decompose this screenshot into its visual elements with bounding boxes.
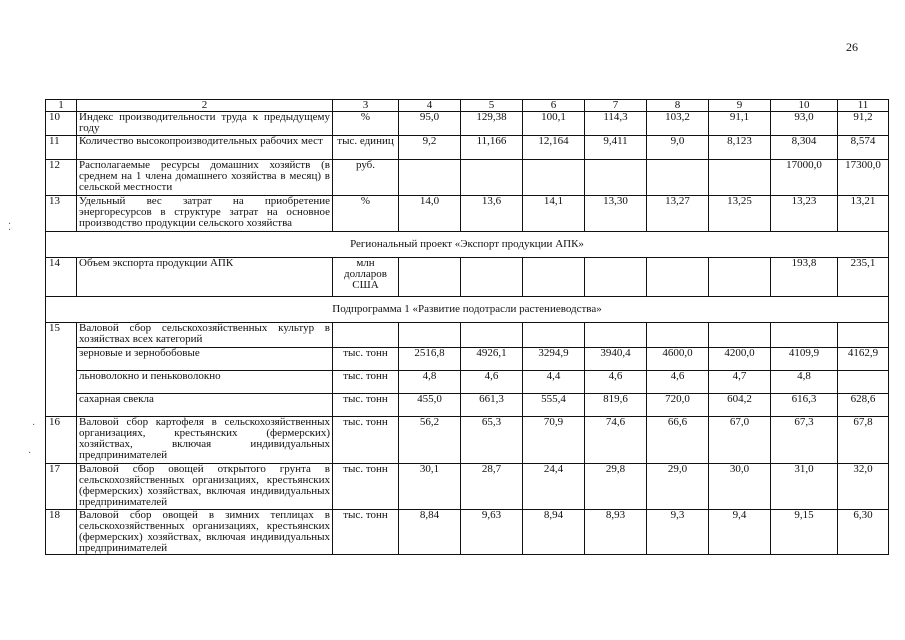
value-cell: 455,0 <box>399 394 461 417</box>
value-cell: 4162,9 <box>838 348 889 371</box>
value-cell: 91,1 <box>709 112 771 136</box>
value-cell: 9,15 <box>771 510 838 555</box>
value-cell: 8,304 <box>771 136 838 160</box>
table-row <box>46 160 889 196</box>
value-cell: 100,1 <box>523 112 585 136</box>
indicator-name: Количество высокопроизводительных рабочих мест <box>77 136 333 160</box>
indicator-name: Индекс производительности труда к предыдущему году <box>77 112 333 136</box>
value-cell: 67,8 <box>838 417 889 464</box>
value-cell: 9,3 <box>647 510 709 555</box>
value-cell: 4,7 <box>709 371 771 394</box>
indicator-unit: тыс. тонн <box>333 510 399 555</box>
header-cell: 2 <box>77 100 333 112</box>
scan-mark: · <box>28 448 32 459</box>
value-cell <box>461 258 523 297</box>
section-title-export: Региональный проект «Экспорт продукции АПК» <box>46 232 889 258</box>
value-cell: 14,1 <box>523 196 585 232</box>
scan-mark: · <box>32 420 36 431</box>
value-cell: 12,164 <box>523 136 585 160</box>
value-cell: 28,7 <box>461 464 523 510</box>
value-cell: 2516,8 <box>399 348 461 371</box>
value-cell <box>647 160 709 196</box>
indicator-unit: руб. <box>333 160 399 196</box>
value-cell: 8,93 <box>585 510 647 555</box>
indicator-subname: зерновые и зернобобовые <box>77 348 333 371</box>
indicator-name: Удельный вес затрат на приобретение энергоресурсов в структуре затрат на основное производство продукции сельского хозяйства <box>77 196 333 232</box>
value-cell: 4109,9 <box>771 348 838 371</box>
section-title-subprogram: Подпрограмма 1 «Развитие подотрасли растениеводства» <box>46 297 889 323</box>
indicator-unit: тыс. тонн <box>333 394 399 417</box>
value-cell: 8,123 <box>709 136 771 160</box>
indicator-unit: тыс. тонн <box>333 464 399 510</box>
value-cell: 32,0 <box>838 464 889 510</box>
indicator-name: Валовой сбор овощей в зимних теплицах в сельскохозяйственных организациях, крестьянских (фермерских) хозяйствах, включая индивидуальных предпринимателей <box>77 510 333 555</box>
indicator-unit <box>333 323 399 348</box>
value-cell: 65,3 <box>461 417 523 464</box>
value-cell: 13,6 <box>461 196 523 232</box>
value-cell: 604,2 <box>709 394 771 417</box>
value-cell: 3940,4 <box>585 348 647 371</box>
value-cell <box>461 160 523 196</box>
value-cell: 9,0 <box>647 136 709 160</box>
value-cell: 9,411 <box>585 136 647 160</box>
indicator-name: Объем экспорта продукции АПК <box>77 258 333 297</box>
value-cell: 4,6 <box>461 371 523 394</box>
value-cell: 70,9 <box>523 417 585 464</box>
indicator-unit: тыс. единиц <box>333 136 399 160</box>
value-cell: 4,4 <box>523 371 585 394</box>
value-cell <box>523 160 585 196</box>
indicator-subname: сахарная свекла <box>77 394 333 417</box>
value-cell: 661,3 <box>461 394 523 417</box>
value-cell: 4926,1 <box>461 348 523 371</box>
value-cell: 29,0 <box>647 464 709 510</box>
value-cell: 103,2 <box>647 112 709 136</box>
header-cell: 3 <box>333 100 399 112</box>
row-number: 18 <box>46 510 77 555</box>
value-cell <box>709 258 771 297</box>
value-cell: 4,6 <box>585 371 647 394</box>
value-cell <box>585 323 647 348</box>
header-cell: 10 <box>771 100 838 112</box>
value-cell: 628,6 <box>838 394 889 417</box>
header-cell: 11 <box>838 100 889 112</box>
value-cell: 24,4 <box>523 464 585 510</box>
value-cell <box>771 323 838 348</box>
value-cell <box>399 323 461 348</box>
value-cell: 9,2 <box>399 136 461 160</box>
value-cell: 235,1 <box>838 258 889 297</box>
value-cell: 3294,9 <box>523 348 585 371</box>
value-cell: 30,1 <box>399 464 461 510</box>
table-row <box>46 417 889 464</box>
row-number: 13 <box>46 196 77 232</box>
value-cell: 9,4 <box>709 510 771 555</box>
value-cell: 720,0 <box>647 394 709 417</box>
row-number: 11 <box>46 136 77 160</box>
value-cell: 8,84 <box>399 510 461 555</box>
value-cell <box>838 371 889 394</box>
value-cell <box>709 160 771 196</box>
table-row <box>46 136 889 160</box>
value-cell <box>399 160 461 196</box>
value-cell: 13,21 <box>838 196 889 232</box>
table-row <box>46 464 889 510</box>
indicator-unit: тыс. тонн <box>333 417 399 464</box>
indicator-unit: % <box>333 112 399 136</box>
value-cell <box>399 258 461 297</box>
table-row <box>46 348 889 371</box>
row-number: 14 <box>46 258 77 297</box>
indicator-unit: тыс. тонн <box>333 371 399 394</box>
scan-mark: ⁚ <box>8 222 12 233</box>
table-row <box>46 112 889 136</box>
header-cell: 7 <box>585 100 647 112</box>
value-cell: 616,3 <box>771 394 838 417</box>
value-cell <box>523 258 585 297</box>
value-cell: 13,27 <box>647 196 709 232</box>
indicator-unit: тыс. тонн <box>333 348 399 371</box>
value-cell <box>647 258 709 297</box>
value-cell <box>585 160 647 196</box>
table-row <box>46 510 889 555</box>
value-cell: 13,25 <box>709 196 771 232</box>
value-cell <box>709 323 771 348</box>
header-cell: 6 <box>523 100 585 112</box>
section-row <box>46 232 889 258</box>
value-cell: 11,166 <box>461 136 523 160</box>
indicator-name: Валовой сбор овощей открытого грунта в сельскохозяйственных организациях, крестьянских (фермерских) хозяйствах, включая индивидуальных предпринимателей <box>77 464 333 510</box>
value-cell: 56,2 <box>399 417 461 464</box>
value-cell: 95,0 <box>399 112 461 136</box>
value-cell: 67,0 <box>709 417 771 464</box>
value-cell: 17300,0 <box>838 160 889 196</box>
table-row <box>46 258 889 297</box>
value-cell: 4200,0 <box>709 348 771 371</box>
value-cell: 193,8 <box>771 258 838 297</box>
value-cell: 29,8 <box>585 464 647 510</box>
header-cell: 5 <box>461 100 523 112</box>
value-cell: 555,4 <box>523 394 585 417</box>
value-cell <box>585 258 647 297</box>
table-row <box>46 371 889 394</box>
table-header-row <box>46 100 889 112</box>
value-cell: 129,38 <box>461 112 523 136</box>
header-cell: 8 <box>647 100 709 112</box>
value-cell: 819,6 <box>585 394 647 417</box>
indicator-subname: льноволокно и пеньковолокно <box>77 371 333 394</box>
row-number: 15 <box>46 323 77 417</box>
indicator-name: Валовой сбор картофеля в сельскохозяйственных организациях, крестьянских (фермерских) хозяйствах, включая индивидуальных предпринимателей <box>77 417 333 464</box>
value-cell: 74,6 <box>585 417 647 464</box>
header-cell: 9 <box>709 100 771 112</box>
indicator-unit: % <box>333 196 399 232</box>
value-cell: 66,6 <box>647 417 709 464</box>
value-cell: 93,0 <box>771 112 838 136</box>
table-row <box>46 323 889 348</box>
value-cell: 4,8 <box>399 371 461 394</box>
indicator-unit: млн долларов США <box>333 258 399 297</box>
value-cell: 67,3 <box>771 417 838 464</box>
value-cell: 6,30 <box>838 510 889 555</box>
row-number: 10 <box>46 112 77 136</box>
value-cell: 31,0 <box>771 464 838 510</box>
value-cell <box>838 323 889 348</box>
value-cell: 4,8 <box>771 371 838 394</box>
table-row <box>46 196 889 232</box>
value-cell: 91,2 <box>838 112 889 136</box>
value-cell: 17000,0 <box>771 160 838 196</box>
indicators-table <box>45 99 889 555</box>
value-cell <box>461 323 523 348</box>
value-cell: 4600,0 <box>647 348 709 371</box>
value-cell: 13,30 <box>585 196 647 232</box>
section-row <box>46 297 889 323</box>
value-cell: 30,0 <box>709 464 771 510</box>
value-cell: 8,574 <box>838 136 889 160</box>
row-number: 12 <box>46 160 77 196</box>
header-cell: 1 <box>46 100 77 112</box>
value-cell: 8,94 <box>523 510 585 555</box>
row-number: 16 <box>46 417 77 464</box>
page-number: 26 <box>846 40 858 54</box>
value-cell: 114,3 <box>585 112 647 136</box>
value-cell: 4,6 <box>647 371 709 394</box>
value-cell: 14,0 <box>399 196 461 232</box>
value-cell: 9,63 <box>461 510 523 555</box>
indicator-name: Располагаемые ресурсы домашних хозяйств (в среднем на 1 члена домашнего хозяйства в месяц) в сельской местности <box>77 160 333 196</box>
table-row <box>46 394 889 417</box>
indicator-name: Валовой сбор сельскохозяйственных культур в хозяйствах всех категорий <box>77 323 333 348</box>
row-number: 17 <box>46 464 77 510</box>
value-cell <box>523 323 585 348</box>
header-cell: 4 <box>399 100 461 112</box>
value-cell: 13,23 <box>771 196 838 232</box>
value-cell <box>647 323 709 348</box>
